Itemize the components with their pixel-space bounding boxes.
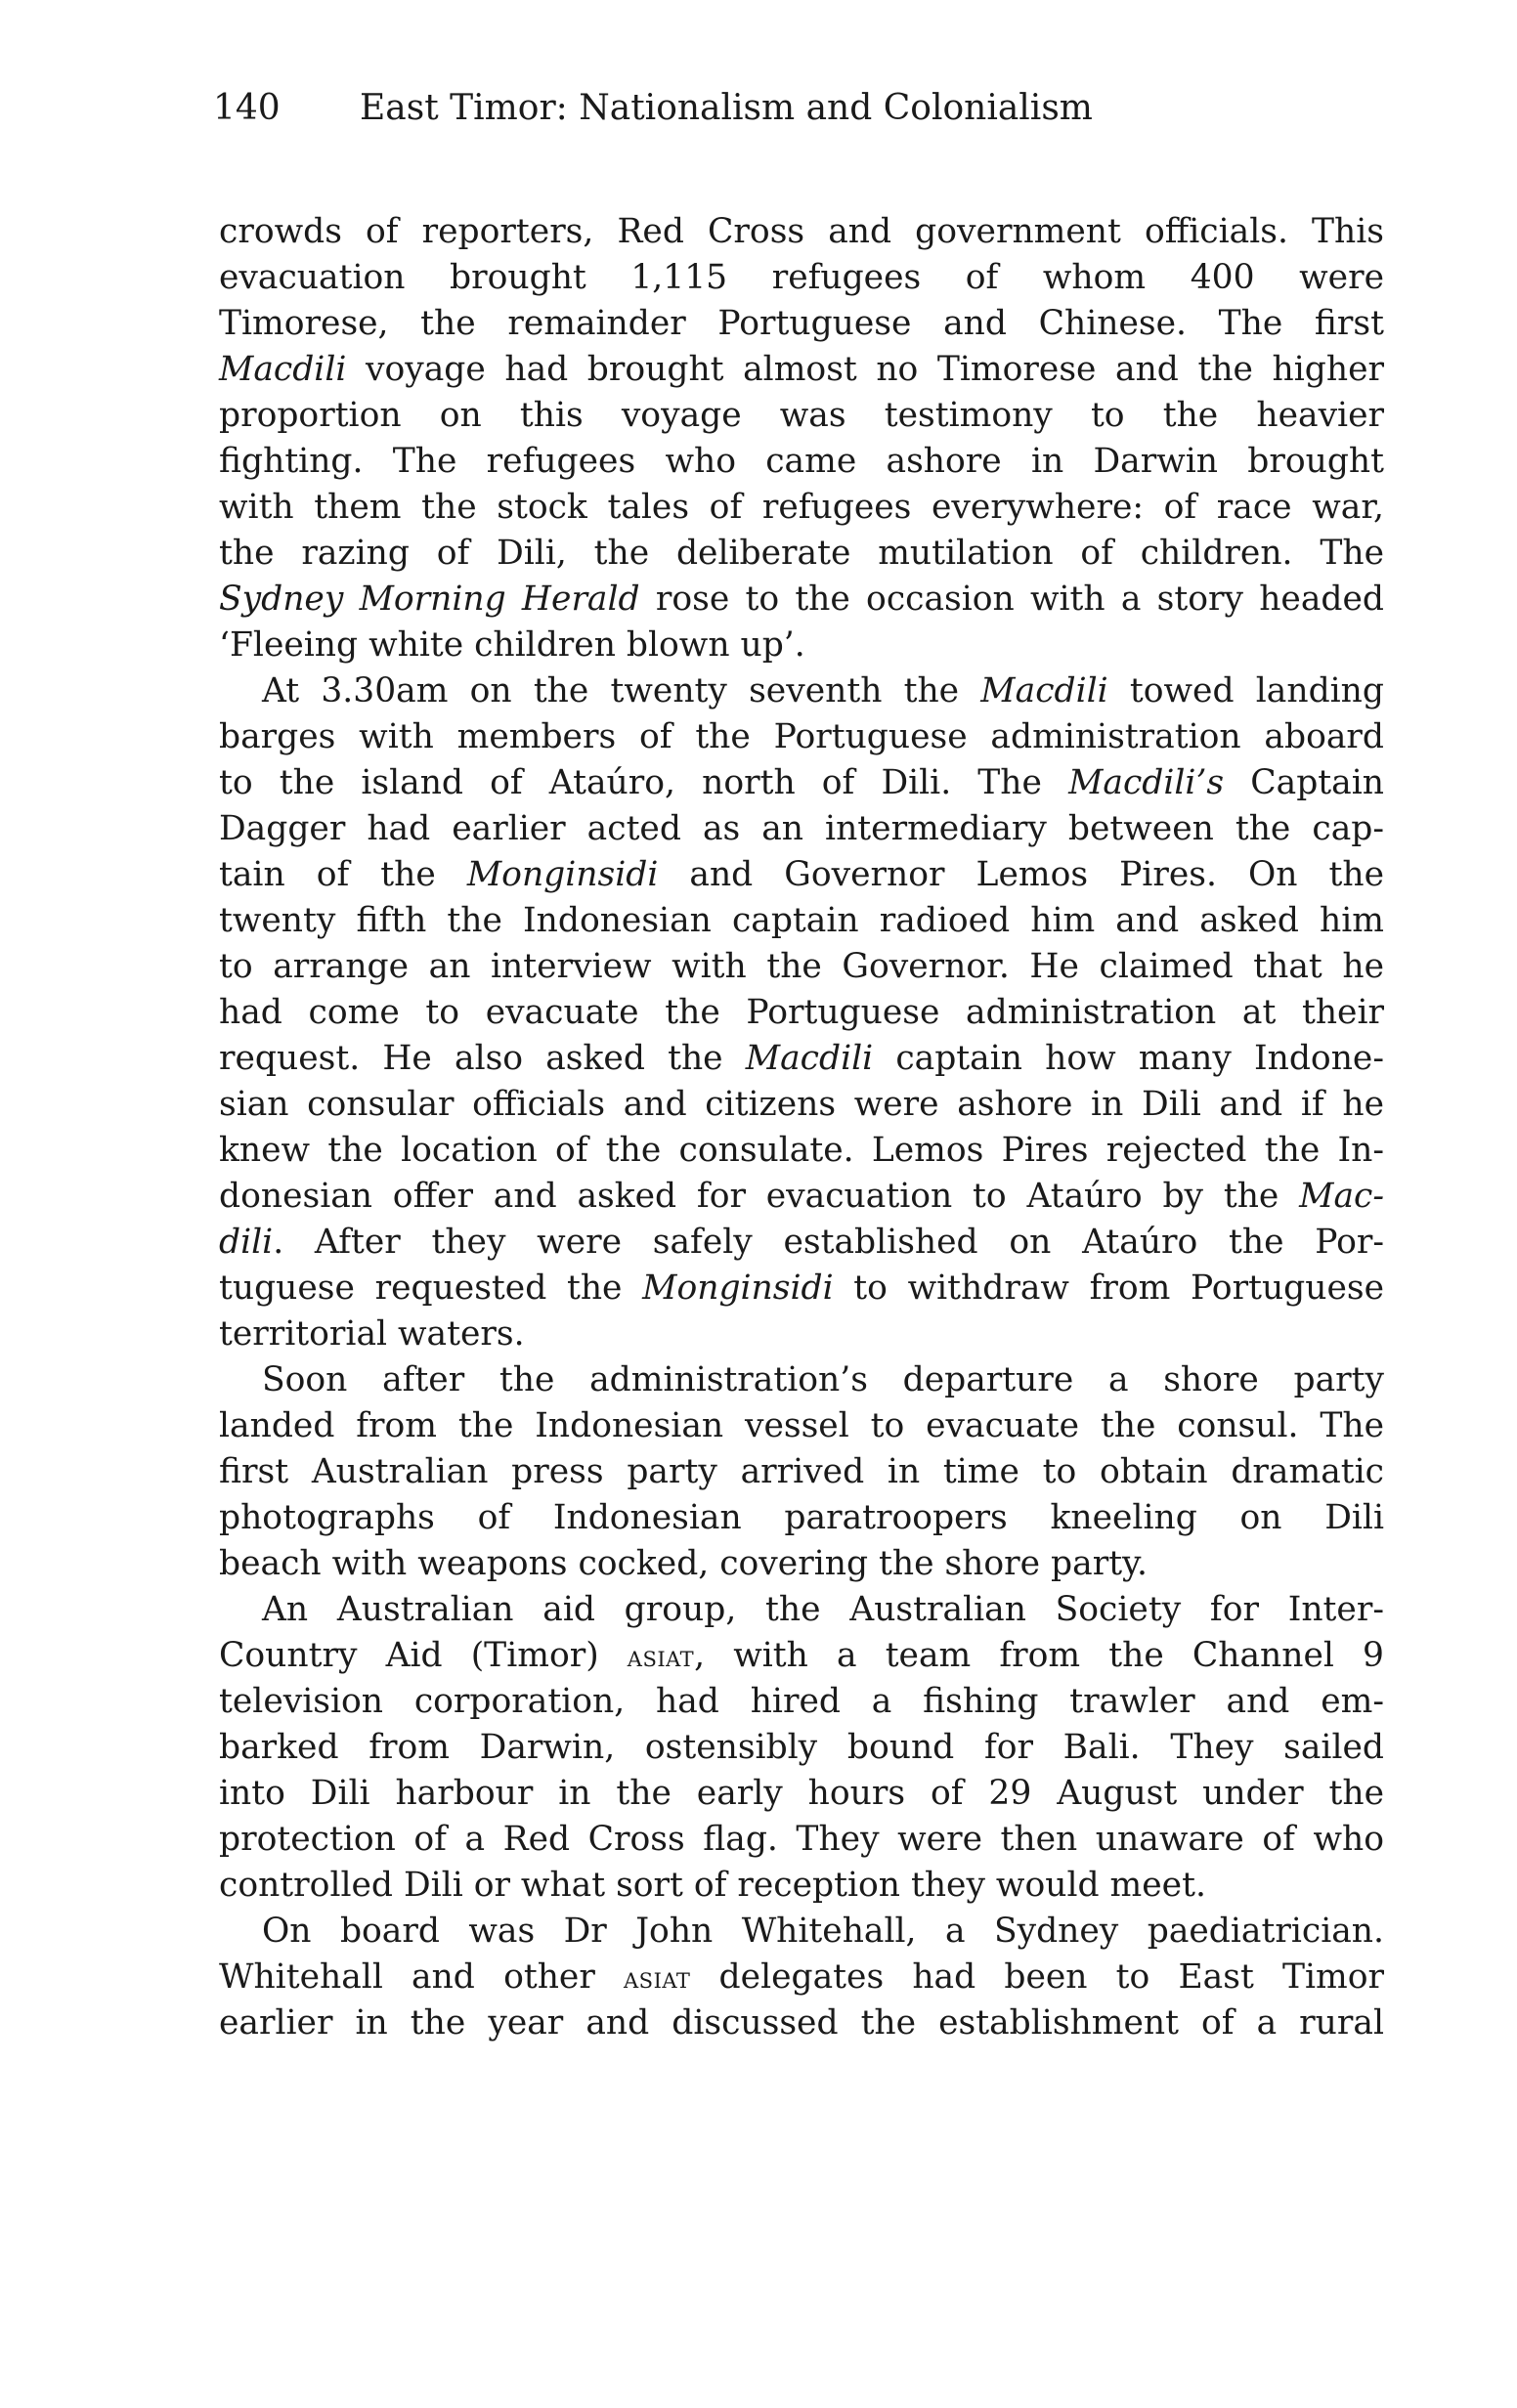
text-line (219, 1449, 1384, 1495)
text-segment: Timorese, the remainder Portuguese and Chinese. The first (219, 304, 1384, 343)
text-line (219, 623, 1384, 668)
text-segment: earlier in the year and discussed the establishment of a rural (219, 2003, 1384, 2042)
text-segment: to arrange an interview with the Governor. He claimed that he (219, 947, 1384, 986)
text-line (219, 439, 1384, 485)
text-segment: crowds of reporters, Red Cross and government officials. This (219, 212, 1384, 251)
text-segment: and Governor Lemos Pires. On the (658, 855, 1384, 894)
text-segment: donesian offer and asked for evacuation to Ataúro by the (219, 1177, 1300, 1216)
text-line (219, 1082, 1384, 1128)
text-line (219, 301, 1384, 347)
text-segment: into Dili harbour in the early hours of 29 August under the (219, 1774, 1384, 1813)
running-head-title: East Timor: Nationalism and Colonialism (360, 88, 1093, 128)
text-line (219, 393, 1384, 439)
text-line (219, 1863, 1384, 1909)
text-line (219, 485, 1384, 531)
italic-text: Macdili (980, 671, 1108, 710)
italic-text: Monginsidi (642, 1268, 834, 1308)
text-segment: television corporation, had hired a fishing trawler and em- (219, 1682, 1384, 1721)
text-segment: Whitehall and other (219, 1957, 625, 1997)
text-line (219, 531, 1384, 577)
text-segment: Captain (1224, 763, 1384, 802)
text-line (219, 1771, 1384, 1817)
text-line (219, 209, 1384, 255)
text-segment: twenty fifth the Indonesian captain radioed him and asked him (219, 901, 1384, 940)
small-caps-text: asiat (624, 1960, 691, 1995)
text-line (219, 1817, 1384, 1863)
small-caps-text: asiat (627, 1639, 695, 1673)
text-line (219, 1725, 1384, 1771)
italic-text: Monginsidi (466, 855, 659, 894)
text-segment: An Australian aid group, the Australian Society for Inter- (262, 1590, 1384, 1629)
text-line (219, 760, 1384, 806)
text-segment: barges with members of the Portuguese administration aboard (219, 717, 1384, 756)
text-line (219, 806, 1384, 852)
text-segment: tain of the (219, 855, 467, 894)
text-segment: proportion on this voyage was testimony to the heavier (219, 396, 1384, 435)
text-line (219, 1403, 1384, 1449)
text-segment: with them the stock tales of refugees everywhere: of race war, (219, 488, 1384, 527)
text-segment: barked from Darwin, ostensibly bound for Bali. They sailed (219, 1728, 1384, 1767)
text-segment: . After they were safely established on Ataúro the Por- (273, 1223, 1384, 1262)
text-segment: rose to the occasion with a story headed (639, 580, 1384, 619)
text-line (219, 1495, 1384, 1541)
text-line (219, 347, 1384, 393)
text-segment: Dagger had earlier acted as an intermediary between the cap- (219, 809, 1384, 848)
text-line (219, 1587, 1384, 1633)
text-segment: At 3.30am on the twenty seventh the (262, 671, 981, 710)
text-line (219, 1128, 1384, 1174)
text-segment: Soon after the administration’s departure a shore party (262, 1360, 1384, 1399)
italic-text: Macdili (219, 350, 347, 389)
text-segment: voyage had brought almost no Timorese and the higher (346, 350, 1384, 389)
text-line (219, 1679, 1384, 1725)
text-line (219, 1174, 1384, 1220)
text-segment: landed from the Indonesian vessel to evacuate the consul. The (219, 1406, 1384, 1445)
text-segment: to withdraw from Portuguese (833, 1268, 1385, 1308)
text-line (219, 668, 1384, 714)
text-segment: On board was Dr John Whitehall, a Sydney paediatrician. (262, 1912, 1384, 1951)
running-head (213, 84, 1386, 133)
text-line (219, 1036, 1384, 1082)
italic-text: Sydney Morning Herald (219, 580, 640, 619)
text-line (219, 898, 1384, 944)
text-segment: evacuation brought 1,115 refugees of whom 400 were (219, 258, 1384, 297)
text-segment: captain how many Indone- (873, 1039, 1385, 1078)
text-segment: request. He also asked the (219, 1039, 746, 1078)
text-line (219, 1541, 1384, 1587)
text-line (219, 255, 1384, 301)
body-text (219, 209, 1384, 2046)
text-segment: beach with weapons cocked, covering the shore party. (219, 1544, 1148, 1583)
italic-text: dili (219, 1223, 274, 1262)
text-segment: tuguese requested the (219, 1268, 643, 1308)
text-segment: first Australian press party arrived in time to obtain dramatic (219, 1452, 1384, 1491)
text-segment: towed landing (1107, 671, 1384, 710)
text-line (219, 577, 1384, 623)
text-line (219, 1633, 1384, 1679)
text-segment: fighting. The refugees who came ashore in Darwin brought (219, 442, 1384, 481)
text-line (219, 1955, 1384, 2000)
text-line (219, 714, 1384, 760)
page-number: 140 (213, 88, 281, 128)
text-segment: Country Aid (Timor) (219, 1636, 628, 1675)
text-segment: had come to evacuate the Portuguese administration at their (219, 993, 1384, 1032)
text-segment: protection of a Red Cross flag. They were then unaware of who (219, 1820, 1384, 1859)
text-segment: photographs of Indonesian paratroopers kneeling on Dili (219, 1498, 1384, 1537)
text-line (219, 1266, 1384, 1312)
text-line (219, 1312, 1384, 1357)
text-line (219, 1357, 1384, 1403)
text-line (219, 944, 1384, 990)
text-segment: to the island of Ataúro, north of Dili. The (219, 763, 1069, 802)
text-segment: sian consular officials and citizens were ashore in Dili and if he (219, 1085, 1384, 1124)
text-segment: delegates had been to East Timor (690, 1957, 1385, 1997)
text-segment: controlled Dili or what sort of reception they would meet. (219, 1866, 1206, 1905)
text-line (219, 1220, 1384, 1266)
text-segment: ‘Fleeing white children blown up’. (219, 625, 805, 665)
text-line (219, 1909, 1384, 1955)
text-segment: knew the location of the consulate. Lemos Pires rejected the In- (219, 1131, 1384, 1170)
italic-text: Macdili (745, 1039, 874, 1078)
text-line (219, 852, 1384, 898)
text-line (219, 2000, 1384, 2046)
text-segment: the razing of Dili, the deliberate mutilation of children. The (219, 534, 1384, 573)
text-segment: , with a team from the Channel 9 (694, 1636, 1384, 1675)
italic-text: Mac- (1299, 1177, 1384, 1216)
italic-text: Macdili’s (1068, 763, 1225, 802)
text-line (219, 990, 1384, 1036)
text-segment: territorial waters. (219, 1314, 525, 1354)
